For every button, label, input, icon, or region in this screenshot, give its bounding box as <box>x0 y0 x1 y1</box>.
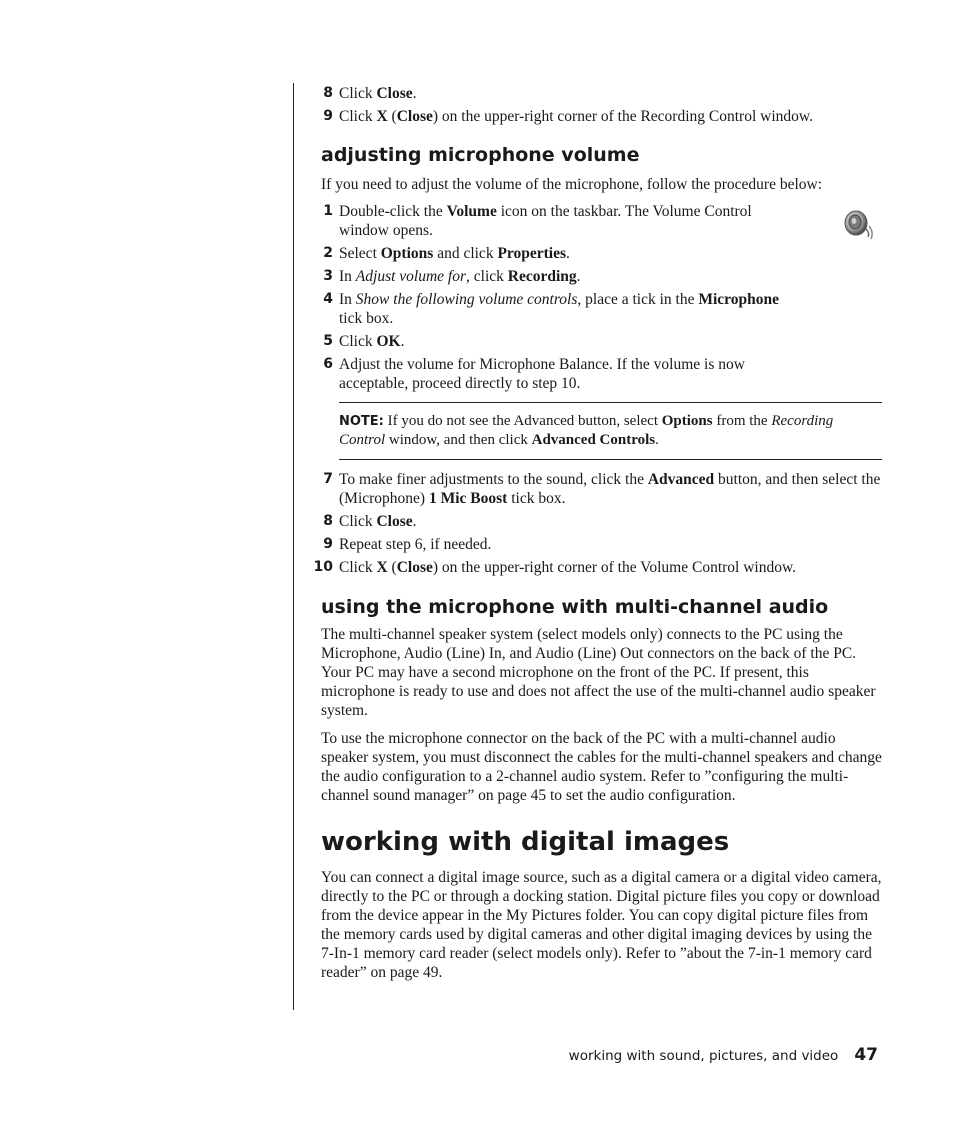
step-text <box>339 291 779 327</box>
step-number: 3 <box>323 268 333 284</box>
text-run: . <box>576 268 581 285</box>
step-text <box>339 513 417 530</box>
text-run: Click <box>339 559 377 576</box>
text-run: ( <box>387 559 397 576</box>
page-number: 47 <box>854 1045 878 1065</box>
margin-rule <box>293 83 294 1010</box>
step-text <box>339 356 745 392</box>
emphasis-bold: X <box>376 559 388 576</box>
step-number: 8 <box>323 513 333 529</box>
note-box <box>339 402 882 460</box>
text-run: tick box. <box>507 490 566 507</box>
note-label: NOTE: <box>339 414 384 429</box>
emphasis-bold: Advanced Controls <box>531 432 656 448</box>
step-text <box>339 245 570 262</box>
text-run: If you do not see the Advanced button, select <box>383 413 662 429</box>
list-item <box>321 244 801 263</box>
mic-volume-intro: If you need to adjust the volume of the microphone, follow the procedure below: <box>321 176 823 193</box>
text-run: Double-click the <box>339 203 447 220</box>
list-item <box>321 355 801 393</box>
list-item <box>321 267 801 286</box>
step-number: 10 <box>313 559 333 575</box>
text-run: and click <box>433 245 498 262</box>
text-run: . <box>566 245 570 262</box>
step-text <box>339 85 417 102</box>
text-run: window, and then click <box>385 432 532 448</box>
multichannel-para-1: The multi-channel speaker system (select models only) connects to the PC using the Microphone, Audio (Line) In, and Audio (Line) Out connectors on the back of the PC. Your PC may have a second microphone on the front of the PC. If present, this microphone is ready to use and does not affect the use of the multi-channel audio speaker system. <box>321 626 876 719</box>
text-run: , place a tick in the <box>577 291 699 308</box>
emphasis-bold: Microphone <box>698 291 779 308</box>
text-run: , click <box>466 268 508 285</box>
list-item <box>321 107 882 126</box>
step-text <box>339 471 880 507</box>
mic-volume-steps-part2 <box>313 470 882 577</box>
text-run: Click <box>339 513 377 530</box>
emphasis-bold: Volume <box>446 203 497 220</box>
text-run: tick box. <box>339 310 394 327</box>
emphasis-bold: Options <box>380 245 434 262</box>
step-number: 7 <box>323 471 333 487</box>
text-run: Click <box>339 85 377 102</box>
note-text <box>339 413 833 448</box>
step-text <box>339 108 813 125</box>
text-run: from the <box>712 413 772 429</box>
top-steps <box>321 84 882 126</box>
emphasis-bold: Close <box>396 559 433 576</box>
step-number: 6 <box>323 356 333 372</box>
list-item <box>321 535 882 554</box>
heading-working-with-digital-images: working with digital images <box>321 827 730 857</box>
emphasis-italic: Recording Control <box>339 413 834 448</box>
footer-chapter-title: working with sound, pictures, and video <box>568 1048 839 1064</box>
mic-volume-steps-part1 <box>321 202 801 393</box>
step-text <box>339 203 752 239</box>
text-run: ( <box>387 108 397 125</box>
text-run: . <box>400 333 405 350</box>
list-item <box>321 332 801 351</box>
text-run: icon on the taskbar. The Volume Control window opens. <box>339 203 752 239</box>
text-run: To make finer adjustments to the sound, click the <box>339 471 648 488</box>
text-run: ) on the upper-right corner of the Volume Control window. <box>432 559 797 576</box>
step-text <box>339 268 581 285</box>
text-run: Click <box>339 333 377 350</box>
emphasis-bold: Advanced <box>647 471 715 488</box>
emphasis-bold: Recording <box>507 268 577 285</box>
text-run: . <box>412 85 417 102</box>
text-run: In <box>339 268 356 285</box>
multichannel-para-2: To use the microphone connector on the back of the PC with a multi-channel audio speaker system, you must disconnect the cables for the multi-channel speakers and change the audio configuration to a 2-channel audio system. Refer to ”configuring the multi-channel sound manager” on page 45 to set the audio configuration. <box>321 730 882 804</box>
text-run: . <box>412 513 417 530</box>
emphasis-bold: 1 Mic Boost <box>428 490 508 507</box>
text-run: Adjust the volume for Microphone Balance. If the volume is now acceptable, proceed directly to step 10. <box>339 356 745 392</box>
list-item <box>321 470 882 508</box>
list-item <box>321 202 801 240</box>
step-number: 2 <box>323 245 333 261</box>
text-run: Click <box>339 108 377 125</box>
emphasis-bold: Close <box>396 108 433 125</box>
step-number: 8 <box>323 85 333 101</box>
emphasis-bold: Close <box>376 513 413 530</box>
page-footer <box>569 1045 878 1065</box>
emphasis-italic: Adjust volume for <box>355 268 467 285</box>
digital-images-para: You can connect a digital image source, such as a digital camera or a digital video camera, directly to the PC or through a docking station. Digital picture files you copy or download from the device appear in the My Pictures folder. You can copy digital picture files from the memory cards used by digital cameras and other digital imaging devices by using the 7-In-1 memory card reader (select models only). Refer to ”about the 7-in-1 memory card reader” on page 49. <box>321 869 882 981</box>
emphasis-bold: Options <box>661 413 713 429</box>
list-item <box>321 290 801 328</box>
step-text <box>339 559 796 576</box>
step-text <box>339 333 404 350</box>
step-text <box>339 536 491 553</box>
step-number: 9 <box>323 536 333 552</box>
list-item <box>321 512 882 531</box>
emphasis-bold: Close <box>376 85 413 102</box>
heading-adjusting-microphone-volume: adjusting microphone volume <box>321 144 640 166</box>
step-number: 1 <box>323 203 333 219</box>
step-number: 4 <box>323 291 333 307</box>
text-run: In <box>339 291 356 308</box>
list-item <box>321 84 882 103</box>
text-run: Repeat step 6, if needed. <box>339 536 492 553</box>
text-run: . <box>655 432 659 448</box>
emphasis-italic: Show the following volume controls <box>355 291 578 308</box>
text-run: button, and then select the (Microphone) <box>339 471 881 507</box>
step-number: 9 <box>323 108 333 124</box>
emphasis-bold: X <box>376 108 388 125</box>
heading-multichannel-audio: using the microphone with multi-channel audio <box>321 596 829 618</box>
text-run: ) on the upper-right corner of the Recording Control window. <box>432 108 813 125</box>
list-item <box>313 558 882 577</box>
page-content <box>313 84 882 982</box>
emphasis-bold: Properties <box>497 245 567 262</box>
text-run: Select <box>339 245 381 262</box>
step-number: 5 <box>323 333 333 349</box>
emphasis-bold: OK <box>376 333 401 350</box>
